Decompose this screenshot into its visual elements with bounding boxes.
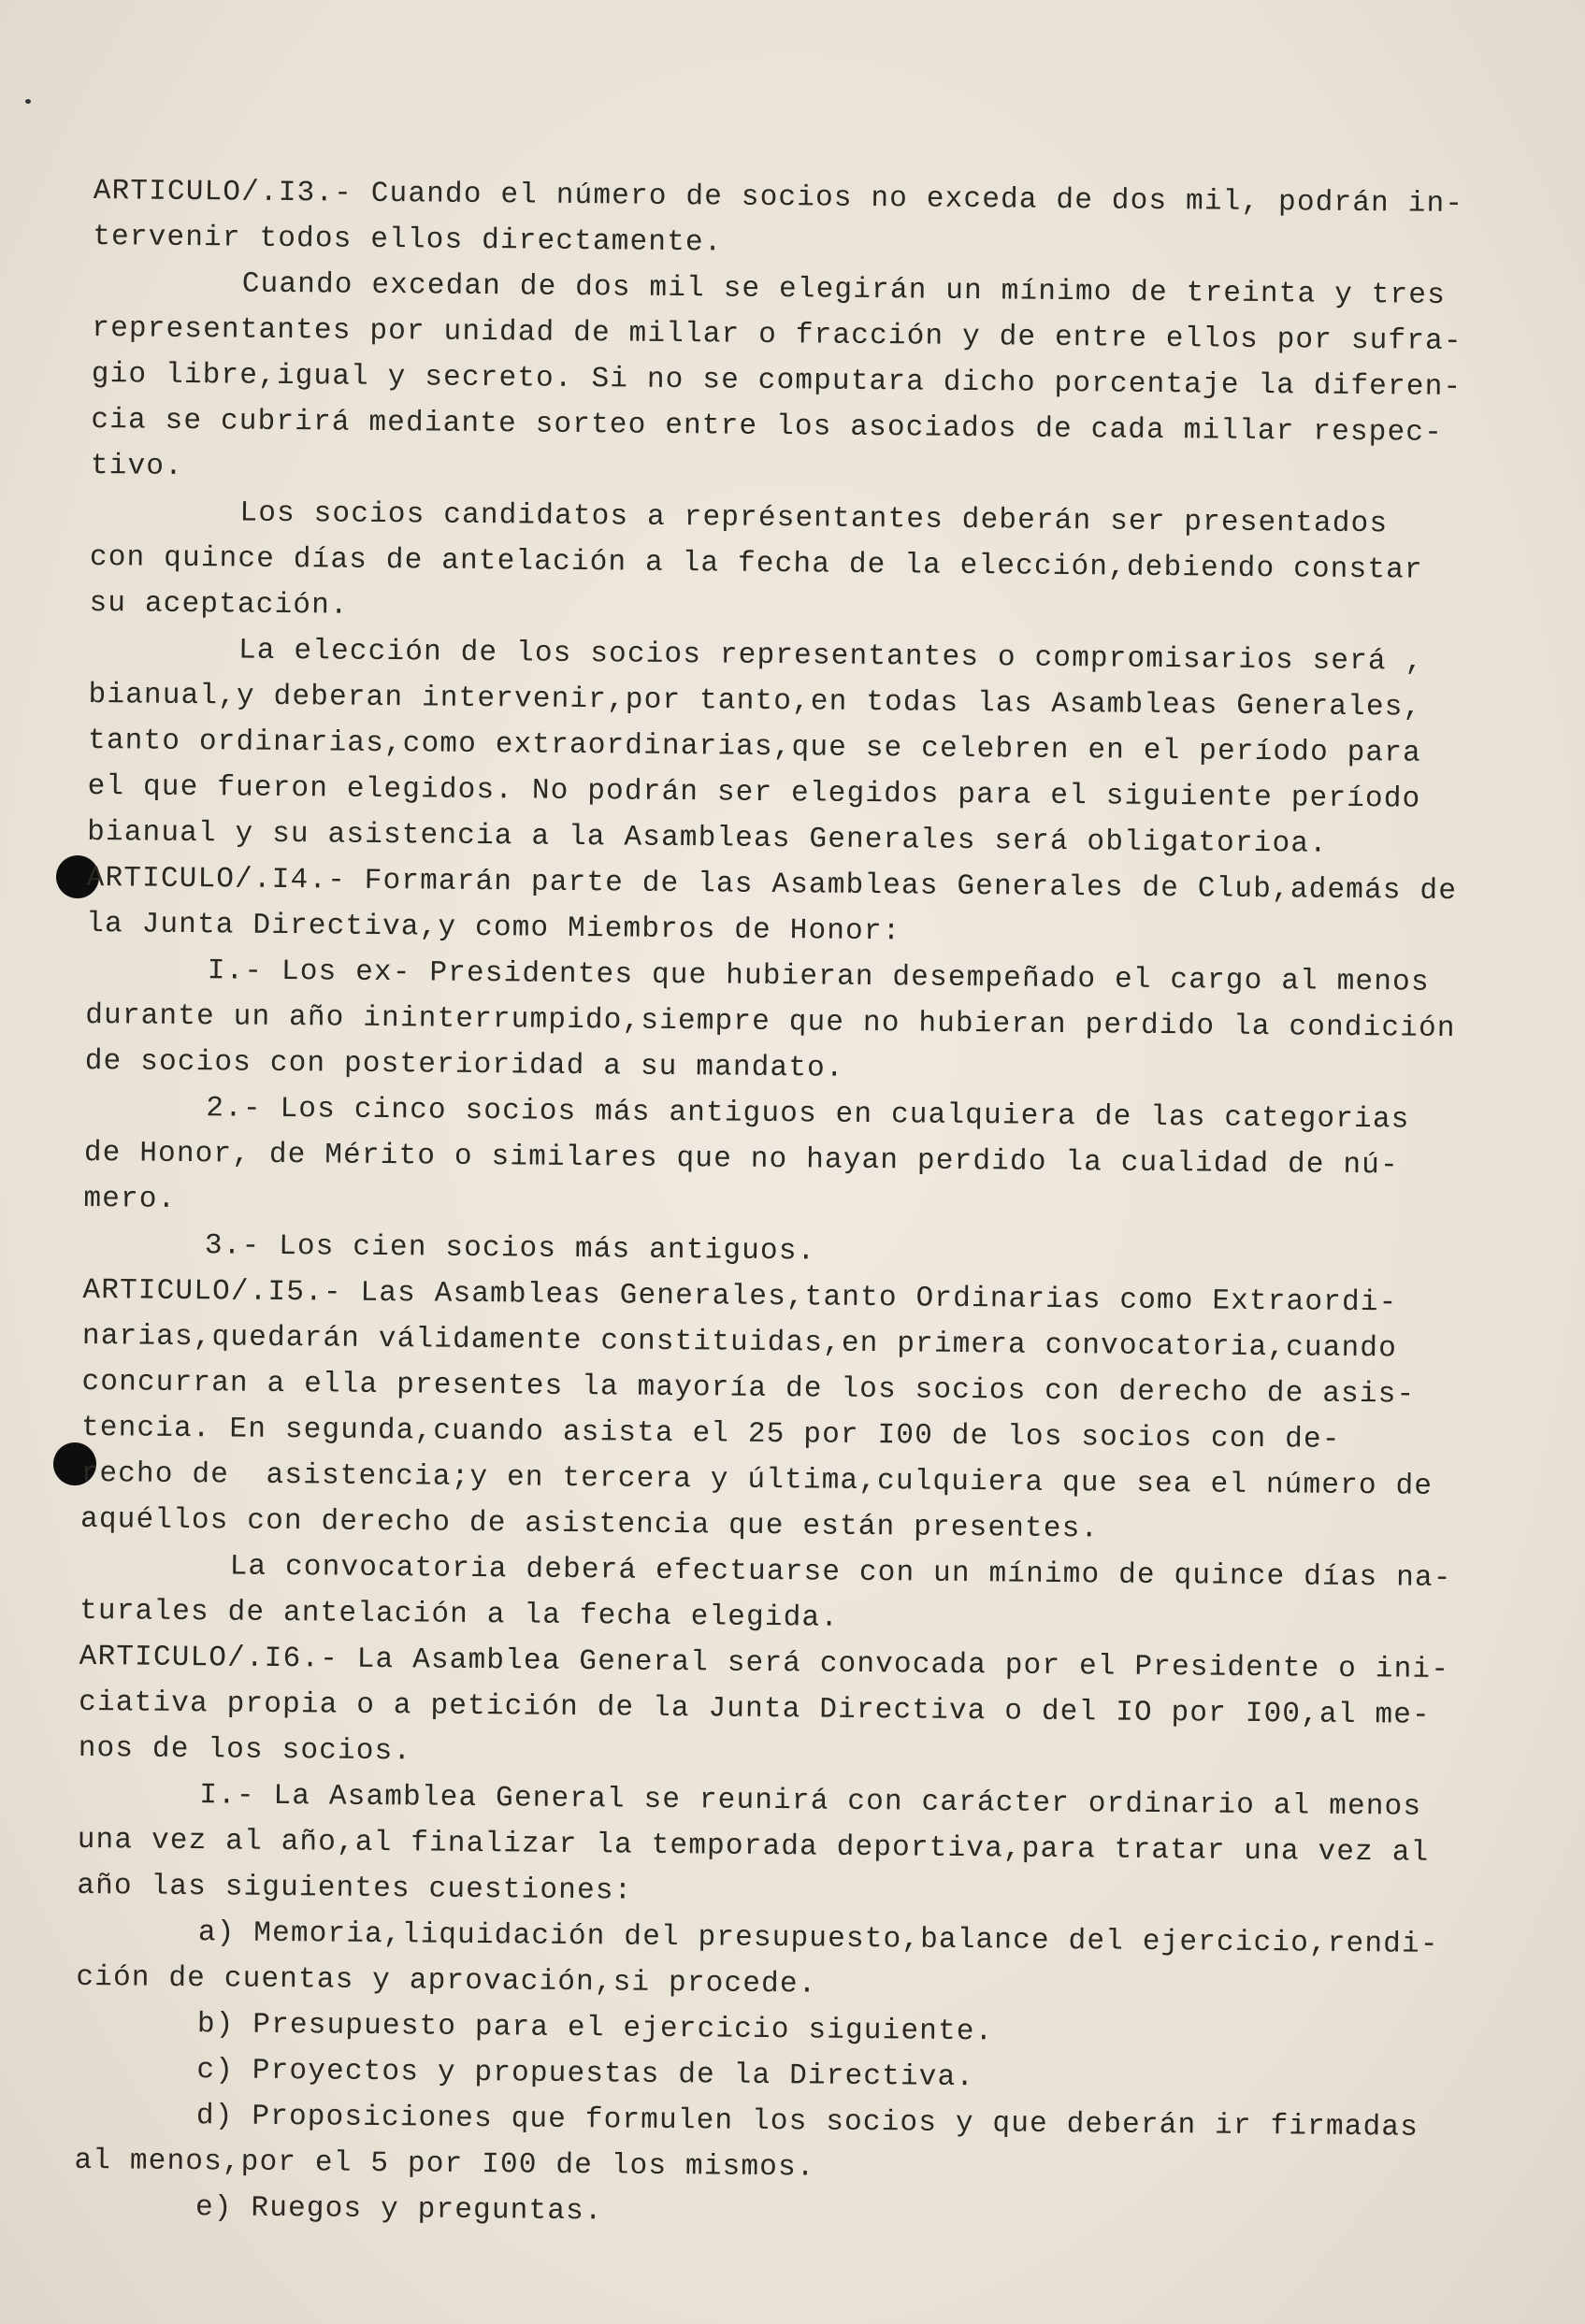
text-line: e) Ruegos y preguntas.: [195, 2191, 603, 2229]
text-line: gio libre,igual y secreto. Si no se computara dicho porcentaje la diferen-: [91, 357, 1463, 405]
text-line: bianual,y deberan intervenir,por tanto,en todas las Asambleas Generales,: [88, 678, 1422, 724]
document-body: [74, 168, 1548, 2244]
text-line: b) Presupuesto para el ejercicio siguiente.: [196, 2008, 994, 2049]
ink-speck: [25, 99, 31, 104]
paragraph: [85, 947, 1540, 1098]
text-line: tervenir todos ellos directamente.: [93, 220, 723, 260]
text-line: el que fueron elegidos. No podrán ser elegidos para el siguiente período: [87, 769, 1421, 816]
text-line: de Honor, de Mérito o similares que no hayan perdido la cualidad de nú-: [83, 1136, 1400, 1183]
text-line: mero.: [83, 1182, 177, 1216]
paragraph: [79, 1542, 1535, 1648]
paragraph: [93, 168, 1548, 274]
text-line: recho de asistencia;y en tercera y última,culquiera que sea el número de: [80, 1456, 1434, 1503]
text-line: nos de los socios.: [78, 1731, 412, 1769]
text-line: tanto ordinarias,como extraordinarias,que se celebren en el período para: [87, 724, 1422, 770]
text-line: ción de cuentas y aprovación,si procede.: [76, 1960, 817, 2001]
paragraph: [76, 1909, 1531, 2015]
paragraph: [86, 855, 1541, 961]
text-line: de socios con posterioridad a su mandato.: [84, 1044, 844, 1085]
text-line: 3.- Los cien socios más antiguos.: [204, 1229, 816, 1269]
text-line: ARTICULO/.I3.- Cuando el número de socios no exceda de dos mil, podrán in-: [93, 174, 1464, 222]
paragraph: [83, 1084, 1538, 1236]
text-line: turales de antelación a la fecha elegida.: [79, 1594, 840, 1635]
paragraph: [79, 1634, 1534, 1786]
text-line: a) Memoria,liquidación del presupuesto,balance del ejercicio,rendi-: [197, 1916, 1439, 1961]
paragraph: [87, 626, 1543, 869]
paragraph: [74, 2092, 1529, 2198]
text-line: año las siguientes cuestiones:: [77, 1869, 633, 1908]
paragraph: [89, 489, 1544, 640]
text-line: durante un año ininterrumpido,siempre que no hubieran perdido la condición: [85, 998, 1456, 1046]
text-line: cia se cubrirá mediante sorteo entre los asociados de cada millar respec-: [91, 403, 1444, 450]
text-line: aquéllos con derecho de asistencia que están presentes.: [79, 1502, 1100, 1546]
text-line: d) Proposiciones que formulen los socios y que deberán ir firmadas: [195, 2100, 1419, 2145]
text-line: narias,quedarán válidamente constituidas,en primera convocatoria,cuando: [81, 1319, 1398, 1366]
text-line: bianual y su asistencia a la Asambleas Generales será obligatorioa.: [87, 815, 1329, 861]
text-line: ciativa propia o a petición de la Junta Directiva o del IO por I00,al me-: [79, 1686, 1431, 1732]
text-line: Cuando excedan de dos mil se elegirán un mínimo de treinta y tres: [241, 267, 1447, 312]
paragraph: [80, 1268, 1537, 1557]
text-line: Los socios candidatos a représentantes deberán ser presentados: [239, 496, 1389, 541]
text-line: La convocatoria deberá efectuarse con un mínimo de quince días na-: [229, 1550, 1452, 1596]
paragraph: [77, 1772, 1532, 1923]
text-line: su aceptación.: [89, 586, 349, 623]
text-line: representantes por unidad de millar o fracción y de entre ellos por sufra-: [92, 311, 1463, 359]
text-line: I.- Los ex- Presidentes que hubieran desempeñado el cargo al menos: [207, 954, 1430, 999]
text-line: ARTICULO/.I6.- La Asamblea General será convocada por el Presidente o ini-: [79, 1640, 1450, 1686]
text-line: ARTICULO/.I5.- Las Asambleas Generales,tanto Ordinarias como Extraordi-: [82, 1273, 1398, 1320]
paragraph: [91, 260, 1547, 503]
text-line: c) Proyectos y propuestas de la Directiva.: [196, 2054, 975, 2095]
text-line: con quince días de antelación a la fecha de la elección,debiendo constar: [89, 540, 1423, 587]
text-line: ARTICULO/.I4.- Formarán parte de las Asambleas Generales de Club,además de: [86, 861, 1458, 909]
text-line: una vez al año,al finalizar la temporada deportiva,para tratar una vez al: [77, 1823, 1430, 1870]
text-line: concurran a ella presentes la mayoría de los socios con derecho de asis-: [81, 1365, 1416, 1412]
text-line: la Junta Directiva,y como Miembros de Honor:: [86, 907, 901, 949]
text-line: 2.- Los cinco socios más antiguos en cualquiera de las categorias: [206, 1092, 1410, 1137]
text-line: al menos,por el 5 por I00 de los mismos.: [74, 2144, 815, 2185]
text-line: I.- La Asamblea General se reunirá con carácter ordinario al menos: [199, 1779, 1422, 1824]
text-line: tivo.: [90, 449, 184, 483]
text-line: La elección de los socios representantes o compromisarios será ,: [238, 634, 1424, 679]
text-line: tencia. En segunda,cuando asista el 25 por I00 de los socios con de-: [80, 1411, 1341, 1456]
